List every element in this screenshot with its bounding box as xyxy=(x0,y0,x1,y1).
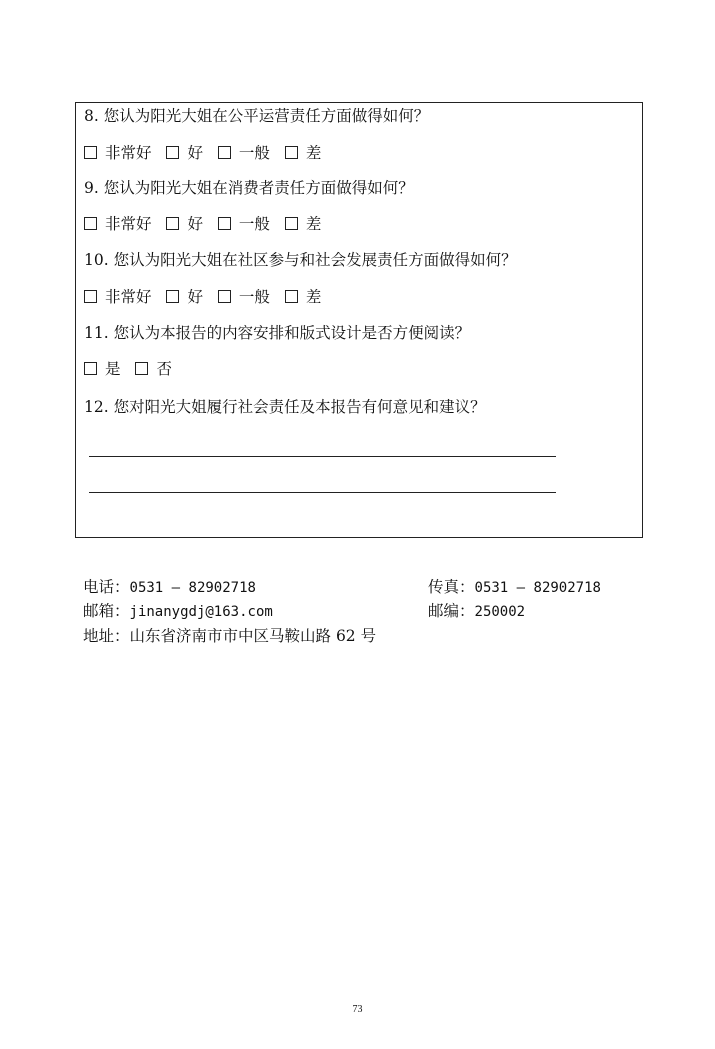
option-average[interactable]: 一般 xyxy=(218,288,270,306)
checkbox-icon[interactable] xyxy=(84,217,97,230)
checkbox-icon[interactable] xyxy=(218,146,231,159)
checkbox-icon[interactable] xyxy=(135,362,148,375)
option-very-good[interactable]: 非常好 xyxy=(84,288,152,306)
checkbox-icon[interactable] xyxy=(84,362,97,375)
checkbox-icon[interactable] xyxy=(166,217,179,230)
question-8-options xyxy=(84,143,331,163)
question-11-options xyxy=(84,359,182,379)
checkbox-icon[interactable] xyxy=(166,146,179,159)
fax-row: 传真：0531 — 82902718 xyxy=(428,578,601,596)
question-10-options xyxy=(84,287,331,307)
checkbox-icon[interactable] xyxy=(218,217,231,230)
address-value: 山东省济南市市中区马鞍山路 62 号 xyxy=(129,627,377,645)
option-good[interactable]: 好 xyxy=(166,215,203,233)
option-poor[interactable]: 差 xyxy=(285,288,322,306)
fax-value: 0531 — 82902718 xyxy=(474,580,601,596)
question-9: 9. 您认为阳光大姐在消费者责任方面做得如何？ xyxy=(84,179,414,197)
answer-line-1[interactable] xyxy=(89,456,556,457)
answer-line-2[interactable] xyxy=(89,492,556,493)
page-number: 73 xyxy=(352,1004,363,1015)
question-10: 10. 您认为阳光大姐在社区参与和社会发展责任方面做得如何？ xyxy=(84,251,517,269)
option-very-good[interactable]: 非常好 xyxy=(84,144,152,162)
phone-value: 0531 — 82902718 xyxy=(129,580,256,596)
option-very-good[interactable]: 非常好 xyxy=(84,215,152,233)
option-no[interactable]: 否 xyxy=(135,360,172,378)
option-good[interactable]: 好 xyxy=(166,144,203,162)
checkbox-icon[interactable] xyxy=(84,290,97,303)
option-yes[interactable]: 是 xyxy=(84,360,121,378)
question-12: 12. 您对阳光大姐履行社会责任及本报告有何意见和建议？ xyxy=(84,398,486,416)
question-8: 8. 您认为阳光大姐在公平运营责任方面做得如何？ xyxy=(84,107,430,125)
checkbox-icon[interactable] xyxy=(285,217,298,230)
email-value[interactable]: jinanygdj@163.com xyxy=(129,604,273,620)
address-row: 地址：山东省济南市市中区马鞍山路 62 号 xyxy=(83,627,377,645)
postcode-value: 250002 xyxy=(474,604,526,620)
checkbox-icon[interactable] xyxy=(166,290,179,303)
checkbox-icon[interactable] xyxy=(285,146,298,159)
option-poor[interactable]: 差 xyxy=(285,144,322,162)
postcode-row: 邮编：250002 xyxy=(428,602,526,620)
option-poor[interactable]: 差 xyxy=(285,215,322,233)
phone-row: 电话：0531 — 82902718 xyxy=(83,578,256,596)
option-good[interactable]: 好 xyxy=(166,288,203,306)
checkbox-icon[interactable] xyxy=(285,290,298,303)
option-average[interactable]: 一般 xyxy=(218,144,270,162)
option-average[interactable]: 一般 xyxy=(218,215,270,233)
checkbox-icon[interactable] xyxy=(218,290,231,303)
checkbox-icon[interactable] xyxy=(84,146,97,159)
email-row: 邮箱：jinanygdj@163.com xyxy=(83,602,273,620)
question-11: 11. 您认为本报告的内容安排和版式设计是否方便阅读？ xyxy=(84,324,471,342)
question-9-options xyxy=(84,214,331,234)
survey-box xyxy=(75,102,643,538)
